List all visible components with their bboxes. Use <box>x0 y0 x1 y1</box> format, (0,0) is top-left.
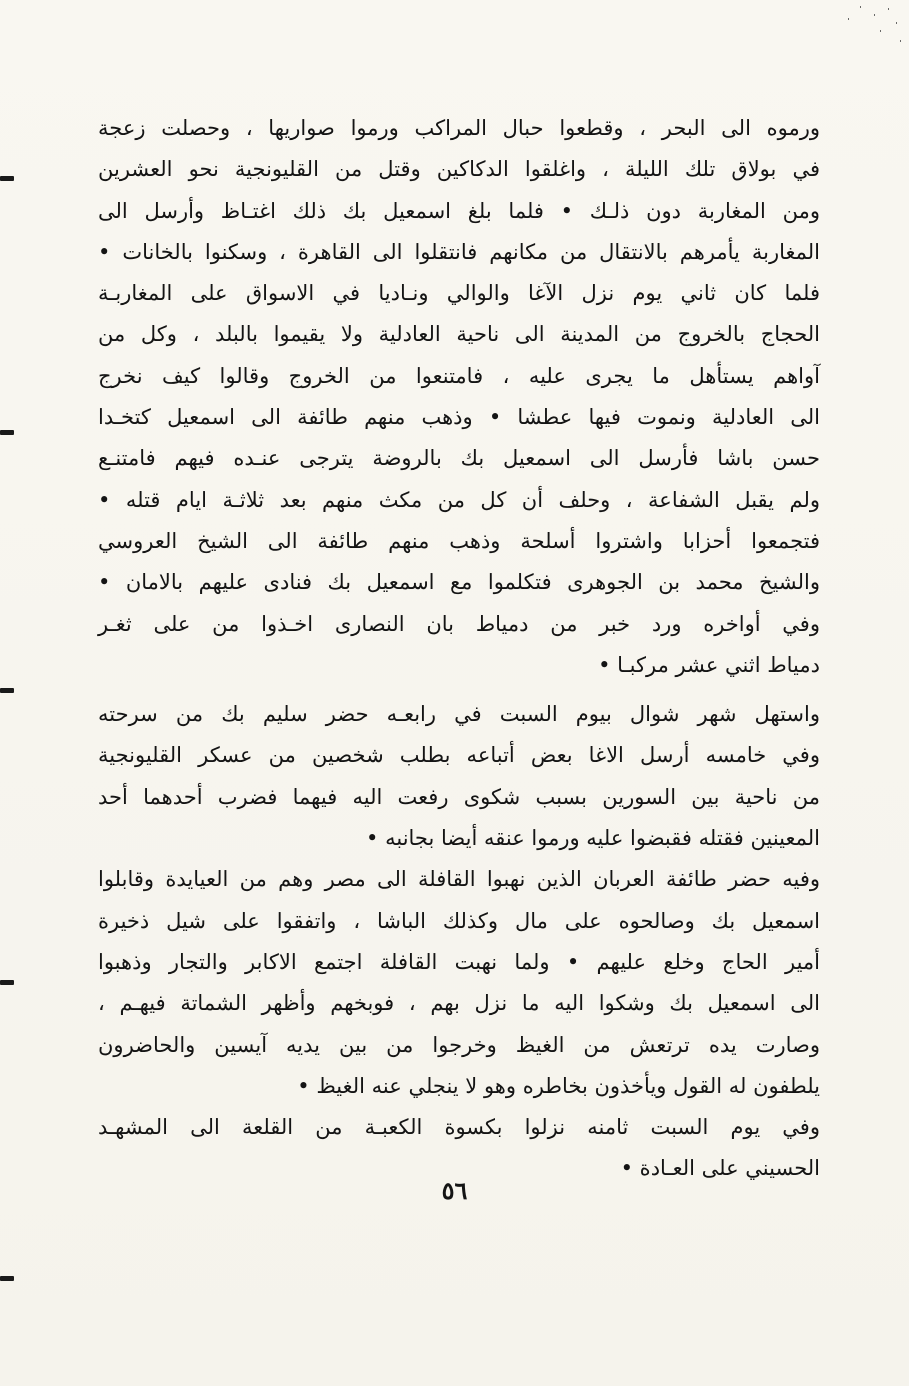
text-line: فتجمعوا أحزابا واشتروا أسلحة وذهب منهم طائفة الى الشيخ العروسي <box>98 528 820 553</box>
speck <box>880 30 882 32</box>
text-line: يلطفون له القول ويأخذون بخاطره وهو لا ينجلي عنه الغيظ • <box>297 1073 820 1098</box>
text-line: حسن باشا فأرسل الى اسمعيل بك بالروضة يترجى عنـده فيهم فامتنـع <box>98 446 821 471</box>
text-line: ورموه الى البحر ، وقطعوا حبال المراكب ورموا صواريها ، وحصلت زعجة <box>98 116 820 140</box>
text-line: دمياط اثني عشر مركبـا • <box>598 652 820 677</box>
text-line: ومن المغاربة دون ذلـك • فلما بلغ اسمعيل بك ذلك اغتـاظ وأرسل الى <box>98 198 820 223</box>
text-line: والشيخ محمد بن الجوهرى فتكلموا مع اسمعيل بك فنادى عليهم بالامان • <box>98 570 820 595</box>
text-line: اسمعيل بك وصالحوه على مال وكذلك الباشا ، واتفقوا على شيل ذخيرة <box>98 908 820 933</box>
text-line: ولم يقبل الشفاعة ، وحلف أن كل من مكث منهم بعد ثلاثـة ايام قتله • <box>98 487 820 512</box>
text-line: الحسيني على العـادة • <box>620 1156 820 1181</box>
speck <box>860 6 862 8</box>
speck <box>848 18 850 20</box>
body-text <box>98 108 820 1190</box>
margin-mark <box>0 688 14 693</box>
page-number: ٥٦ <box>441 1176 468 1205</box>
speck <box>896 22 898 24</box>
text-line: وفي خامسه أرسل الاغا بعض أتباعه بطلب شخصين من عسكر القليونجية <box>98 743 820 768</box>
text-line: وفي يوم السبت ثامنه نزلوا بكسوة الكعبـة من القلعة الى المشهـد <box>98 1115 820 1140</box>
text-line: من ناحية بين السورين بسبب شكوى رفعت اليه فيهما فضرب أحدهما أحد <box>98 784 821 809</box>
text-line: المغاربة يأمرهم بالانتقال من مكانهم فانتقلوا الى القاهرة ، وسكنوا بالخانات • <box>98 239 820 264</box>
text-line: وفي أواخره ورد خبر من دمياط بان النصارى اخـذوا من على ثغـر <box>98 611 820 636</box>
text-line: الى العادلية ونموت فيها عطشا • وذهب منهم طائفة الى اسمعيل كتخـدا <box>98 405 820 430</box>
text-line: الحجاج بالخروج من المدينة الى ناحية العادلية ولا يقيموا بالبلد ، وكل من <box>98 322 820 347</box>
paragraph-gap <box>98 686 820 694</box>
margin-mark <box>0 1276 14 1281</box>
margin-mark <box>0 980 14 985</box>
margin-mark <box>0 430 14 435</box>
speck <box>900 40 902 42</box>
text-line: آواهم يستأهل ما يجرى عليه ، فامتنعوا من الخروج وقالوا كيف نخرج <box>98 363 820 388</box>
margin-mark <box>0 176 14 181</box>
text-line: في بولاق تلك الليلة ، واغلقوا الدكاكين وقتل من القليونجية نحو العشرين <box>98 157 820 182</box>
text-line: وصارت يده ترتعش من الغيظ وخرجوا من بين يديه آيسين والحاضرون <box>98 1032 820 1057</box>
text-line: أمير الحاج وخلع عليهم • ولما نهبت القافلة اجتمع الاكابر والتجار وذهبوا <box>98 949 820 974</box>
speck <box>888 8 890 10</box>
text-line: الى اسمعيل بك وشكوا اليه ما نزل بهم ، فوبخهم وأظهر الشماتة فيهـم ، <box>98 991 820 1016</box>
text-line: المعينين فقتله فقبضوا عليه ورموا عنقه أيضا بجانبه • <box>366 826 820 851</box>
speck <box>874 14 876 16</box>
paper-specks <box>789 0 909 70</box>
text-line: وفيه حضر طائفة العربان الذين نهبوا القافلة الى مصر وهم من العيايدة وقابلوا <box>98 867 820 892</box>
text-line: واستهل شهر شوال بيوم السبت في رابعـه حضر سليم بك من سرحته <box>98 702 820 727</box>
text-line: فلما كان ثاني يوم نزل الآغا والوالي ونـاديا في الاسواق على المغاربـة <box>98 281 820 306</box>
